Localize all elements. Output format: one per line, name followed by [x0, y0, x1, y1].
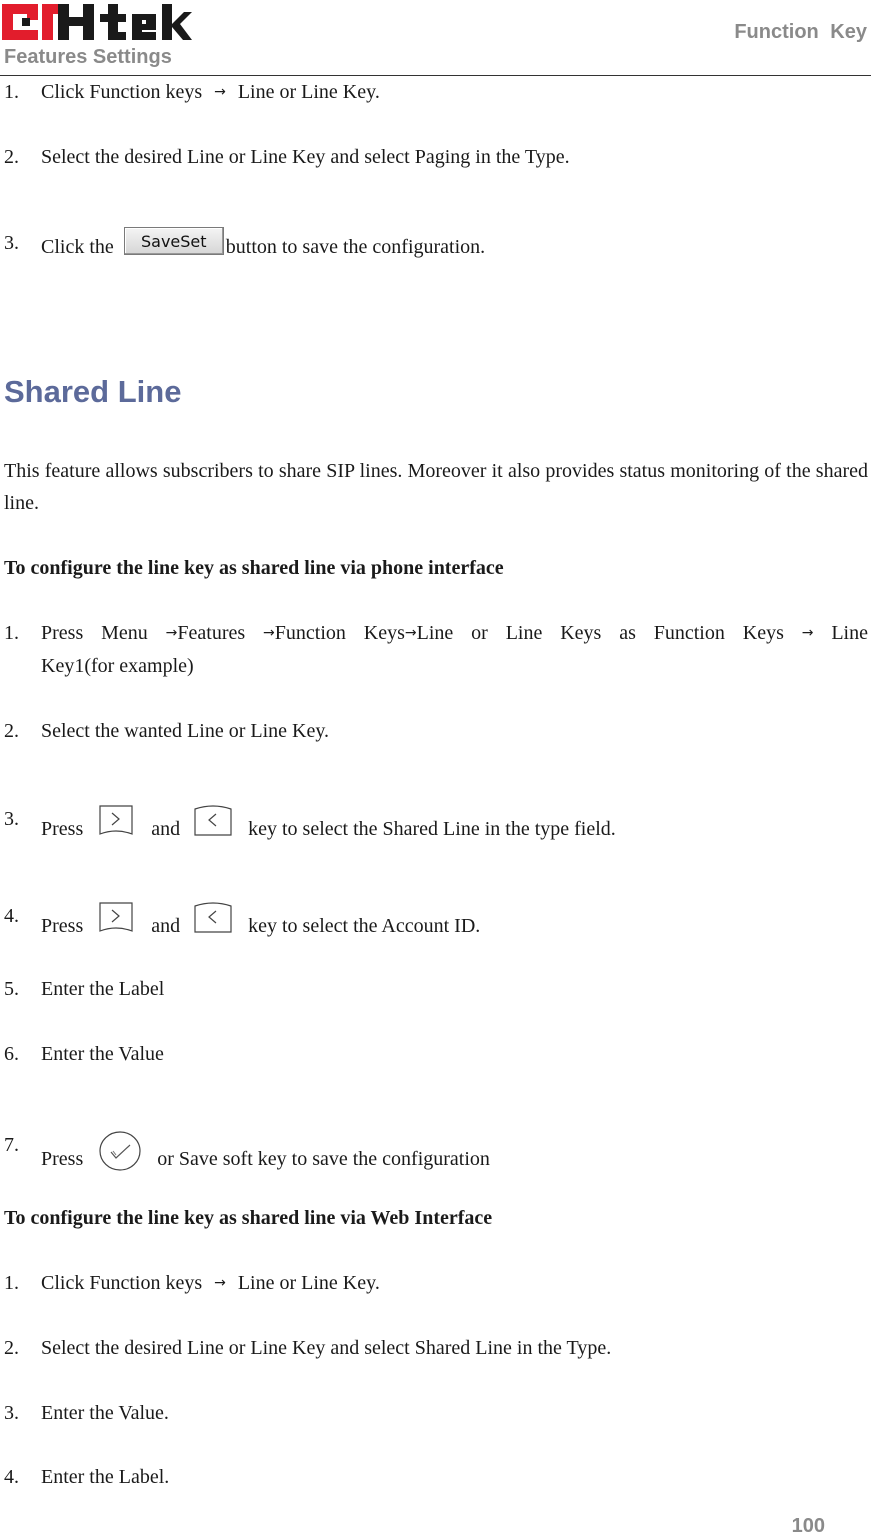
ok-check-key-icon: [98, 1129, 142, 1173]
web-interface-heading: To configure the line key as shared line via Web Interface: [4, 1207, 493, 1229]
menu-path-token: Function: [653, 622, 725, 644]
menu-path-token: Keys: [742, 622, 784, 644]
menu-path-token: as: [619, 622, 636, 644]
right-arrow-key-icon: [96, 803, 136, 839]
phone-interface-heading: To configure the line key as shared line via phone interface: [4, 557, 504, 579]
page-header: [0, 0, 871, 76]
menu-path-token: Keys→Line: [363, 622, 454, 644]
chapter-label: Function Key: [734, 21, 867, 43]
menu-path-token: Line: [505, 622, 543, 644]
right-arrow-key-icon: [96, 900, 136, 936]
menu-path-token: →: [801, 625, 814, 641]
arrow-icon: →: [214, 1275, 226, 1291]
menu-path: [41, 617, 868, 649]
section-label: Features Settings: [4, 46, 172, 68]
intro-paragraph: This feature allows subscribers to share SIP lines. Moreover it also provides status monitoring of the shared line.: [4, 460, 868, 514]
htek-logo: [2, 2, 192, 42]
menu-path-token: Line: [831, 622, 868, 644]
section-title: Shared Line: [4, 374, 182, 409]
menu-path-token: or: [471, 622, 488, 644]
menu-path-token: Press: [41, 622, 84, 644]
menu-path-token: Menu: [101, 622, 148, 644]
page-number: 100: [791, 1515, 825, 1537]
menu-path-token: Keys: [560, 622, 602, 644]
menu-path-token: →Features: [165, 622, 246, 644]
arrow-icon: →: [214, 84, 226, 100]
saveset-button: SaveSet: [124, 227, 224, 255]
left-arrow-key-icon: [193, 900, 233, 936]
left-arrow-key-icon: [193, 803, 233, 839]
menu-path-token: →Function: [263, 622, 346, 644]
